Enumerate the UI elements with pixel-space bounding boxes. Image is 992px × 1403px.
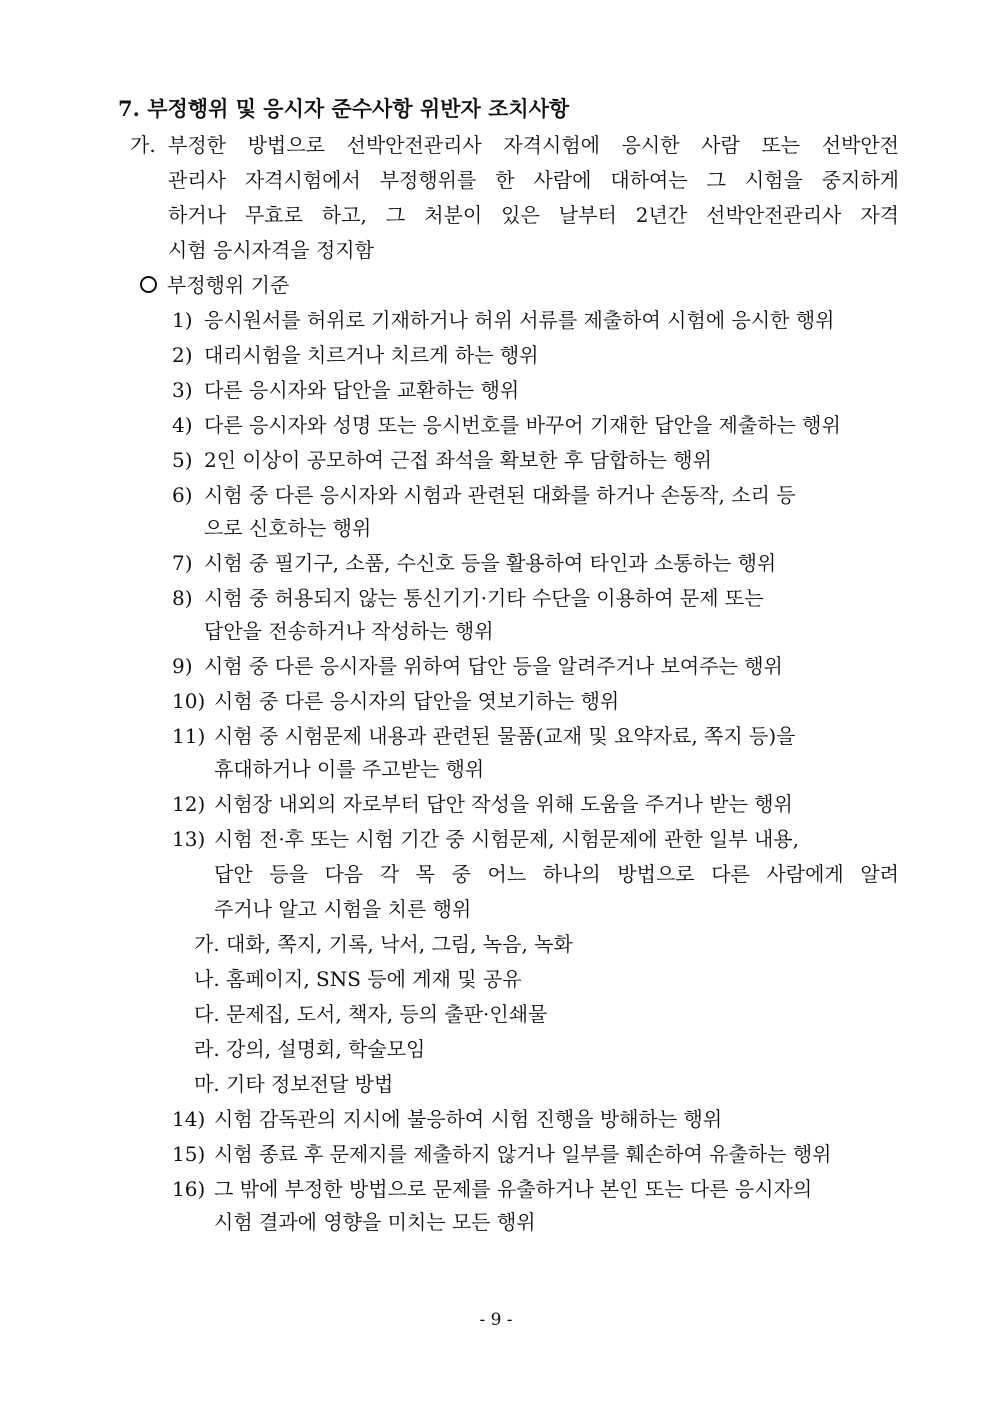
criterion-number: 13): [172, 827, 206, 851]
criterion-12: [172, 787, 793, 821]
criterion-number: 1): [172, 308, 193, 332]
criteria-title-row: [140, 268, 289, 302]
criterion-9: [172, 649, 783, 683]
criterion-16: [172, 1172, 812, 1206]
criteria-title: 부정행위 기준: [167, 273, 290, 297]
criterion-text: 시험 전·후 또는 시험 기간 중 시험문제, 시험문제에 관한 일부 내용,: [214, 827, 799, 851]
criterion-13-cont: 답안 등을 다음 각 목 중 어느 하나의 방법으로 다른 사람에게 알려: [214, 862, 899, 886]
criterion-text: 응시원서를 허위로 기재하거나 허위 서류를 제출하여 시험에 응시한 행위: [204, 308, 835, 332]
criterion-1: [172, 303, 834, 337]
criterion-number: 5): [172, 448, 193, 472]
criterion-number: 11): [172, 724, 206, 748]
criterion-text: 시험장 내외의 자로부터 답안 작성을 위해 도움을 주거나 받는 행위: [214, 792, 793, 816]
criterion-13-cont: 주거나 알고 시험을 치른 행위: [214, 897, 472, 921]
criterion-2: [172, 338, 539, 372]
item-ga-marker: 가.: [130, 133, 156, 157]
criterion-text: 시험 중 허용되지 않는 통신기기·기타 수단을 이용하여 문제 또는: [204, 586, 764, 610]
item-ga-line: 관리사 자격시험에서 부정행위를 한 사람에 대하여는 그 시험을 중지하게: [168, 168, 899, 192]
criterion-number: 16): [172, 1177, 206, 1201]
criterion-4: [172, 408, 841, 442]
criterion-6: [172, 478, 796, 512]
criterion-14: [172, 1102, 722, 1136]
sub-item-da: 다. 문제집, 도서, 책자, 등의 출판·인쇄물: [194, 1002, 548, 1026]
criterion-8: [172, 581, 764, 615]
criterion-11: [172, 719, 796, 753]
criterion-3: [172, 373, 519, 407]
criterion-8-cont: 답안을 전송하거나 작성하는 행위: [204, 619, 494, 643]
criterion-text: 시험 중 다른 응시자의 답안을 엿보기하는 행위: [214, 689, 620, 713]
sub-item-ma: 마. 기타 정보전달 방법: [194, 1072, 394, 1096]
criterion-number: 8): [172, 586, 193, 610]
criterion-number: 9): [172, 654, 193, 678]
criterion-text: 시험 중 다른 응시자와 시험과 관련된 대화를 하거나 손동작, 소리 등: [204, 483, 796, 507]
criterion-10: [172, 684, 619, 718]
criterion-15: [172, 1137, 832, 1171]
criterion-number: 10): [172, 689, 206, 713]
criterion-text: 2인 이상이 공모하여 근접 좌석을 확보한 후 담합하는 행위: [204, 448, 712, 472]
criterion-7: [172, 546, 776, 580]
criterion-6-cont: 으로 신호하는 행위: [204, 516, 372, 540]
criterion-5: [172, 443, 712, 477]
criterion-text: 시험 중 다른 응시자를 위하여 답안 등을 알려주거나 보여주는 행위: [204, 654, 783, 678]
criterion-number: 14): [172, 1107, 206, 1131]
criterion-text: 대리시험을 치르거나 치르게 하는 행위: [204, 343, 539, 367]
criterion-text: 시험 중 시험문제 내용과 관련된 물품(교재 및 요약자료, 쪽지 등)을: [214, 724, 796, 748]
criterion-number: 2): [172, 343, 193, 367]
criterion-number: 12): [172, 792, 206, 816]
criterion-13: [172, 822, 799, 856]
item-ga-line: 부정한 방법으로 선박안전관리사 자격시험에 응시한 사람 또는 선박안전: [168, 133, 899, 157]
criterion-number: 15): [172, 1142, 206, 1166]
criterion-text: 그 밖에 부정한 방법으로 문제를 유출하거나 본인 또는 다른 응시자의: [214, 1177, 813, 1201]
criterion-text: 다른 응시자와 성명 또는 응시번호를 바꾸어 기재한 답안을 제출하는 행위: [204, 413, 841, 437]
criterion-number: 3): [172, 378, 193, 402]
criterion-11-cont: 휴대하거나 이를 주고받는 행위: [214, 757, 485, 781]
sub-item-ra: 라. 강의, 설명회, 학술모임: [194, 1037, 426, 1061]
criterion-16-cont: 시험 결과에 영향을 미치는 모든 행위: [214, 1210, 536, 1234]
criterion-text: 시험 종료 후 문제지를 제출하지 않거나 일부를 훼손하여 유출하는 행위: [214, 1142, 832, 1166]
criterion-text: 시험 중 필기구, 소품, 수신호 등을 활용하여 타인과 소통하는 행위: [204, 551, 777, 575]
criterion-text: 시험 감독관의 지시에 불응하여 시험 진행을 방해하는 행위: [214, 1107, 723, 1131]
sub-item-na: 나. 홈페이지, SNS 등에 게재 및 공유: [194, 967, 522, 991]
criterion-text: 다른 응시자와 답안을 교환하는 행위: [204, 378, 520, 402]
criterion-number: 7): [172, 551, 193, 575]
sub-item-ga: 가. 대화, 쪽지, 기록, 낙서, 그림, 녹음, 녹화: [194, 932, 573, 956]
section-heading: 7. 부정행위 및 응시자 준수사항 위반자 조치사항: [118, 96, 570, 121]
page-number: - 9 -: [479, 1310, 513, 1330]
criterion-number: 4): [172, 413, 193, 437]
item-ga-line: 시험 응시자격을 정지함: [168, 238, 374, 262]
criterion-number: 6): [172, 483, 193, 507]
hollow-circle-bullet-icon: [140, 276, 157, 293]
item-ga-line: 하거나 무효로 하고, 그 처분이 있은 날부터 2년간 선박안전관리사 자격: [168, 203, 899, 227]
